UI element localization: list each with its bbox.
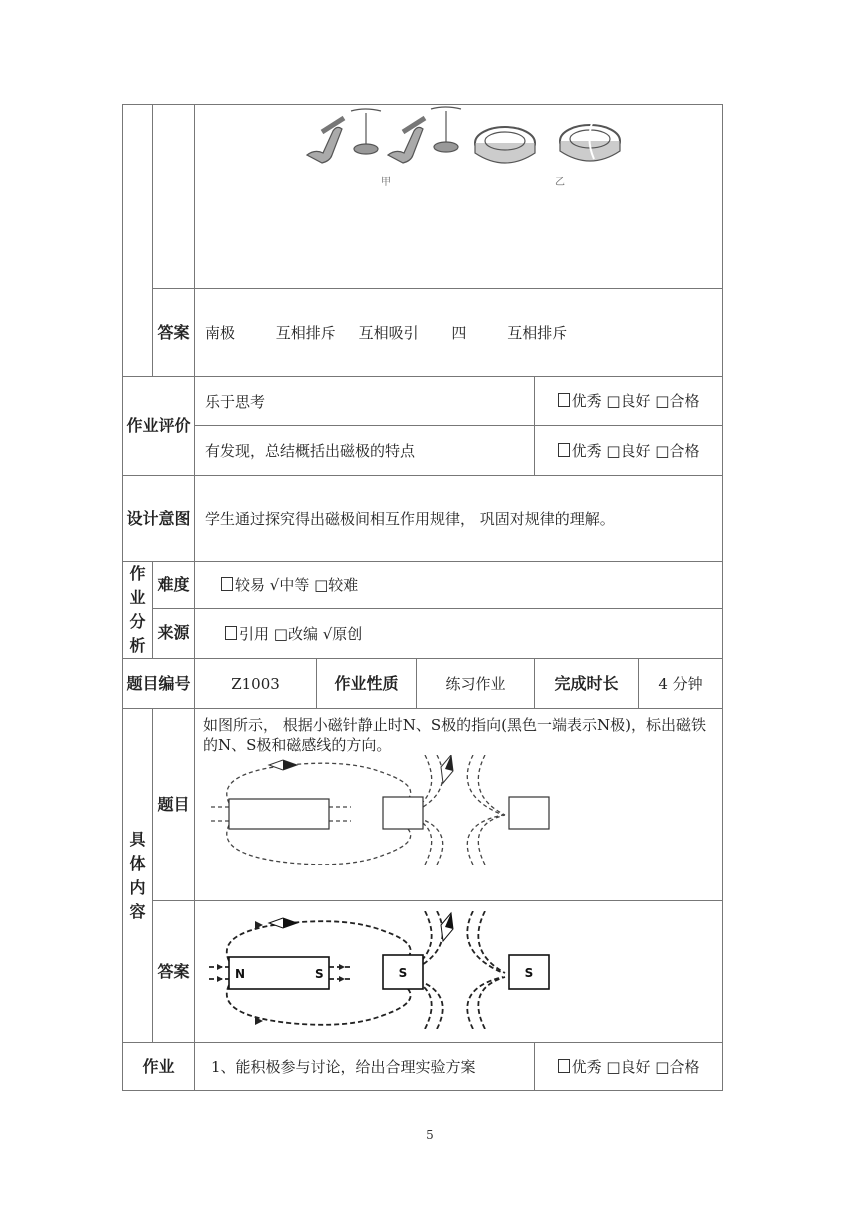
content-answer-cell — [195, 901, 723, 1043]
design-intent-text: 学生通过探究得出磁极间相互作用规律， 巩固对规律的理解。 — [195, 476, 723, 562]
checkbox-icon — [558, 443, 570, 457]
time-value: 4 分钟 — [639, 659, 723, 709]
pole-s-label: S — [524, 965, 534, 980]
pole-n-label: N — [235, 966, 246, 981]
difficulty-label: 难度 — [153, 562, 195, 609]
label-jia: 甲 — [381, 177, 391, 188]
difficulty-options — [195, 562, 723, 609]
magnet-right — [509, 797, 549, 829]
answer-1-cell — [195, 289, 723, 377]
rating-text: 优秀 □良好 □合格 — [571, 392, 700, 410]
evaluation-rating-1 — [535, 377, 723, 426]
section1-label-cell — [153, 105, 195, 289]
answer-3: 互相吸引 — [358, 324, 419, 342]
final-rating — [535, 1043, 723, 1091]
source-text: 引用 □改编 √原创 — [239, 624, 363, 643]
nature-value: 练习作业 — [417, 659, 535, 709]
rating-text: 优秀 □良好 □合格 — [571, 441, 700, 460]
homework-table — [122, 104, 723, 1091]
magnet-experiment-figure — [195, 105, 721, 215]
design-intent-label: 设计意图 — [123, 476, 195, 562]
nature-label: 作业性质 — [317, 659, 417, 709]
content-answer-label: 答案 — [153, 901, 195, 1043]
checkbox-icon — [225, 626, 237, 640]
answer-figure — [203, 911, 555, 1029]
source-options — [195, 608, 723, 658]
bar-magnet — [229, 799, 329, 829]
question-cell — [195, 709, 723, 901]
section1-side-cell — [123, 105, 153, 377]
question-label: 题目 — [153, 709, 195, 901]
pole-s-label: S — [315, 966, 324, 981]
checkbox-icon — [221, 577, 233, 591]
content-label: 具体内容 — [123, 709, 153, 1043]
question-id-label: 题目编号 — [123, 659, 195, 709]
final-text: 1、能积极参与讨论，给出合理实验方案 — [195, 1043, 535, 1091]
checkbox-icon — [558, 1059, 570, 1073]
question-text: 如图所示， 根据小磁针静止时N、S极的指向(黑色一端表示N极)，标出磁铁的N、S极和磁感线的方向。 — [203, 716, 707, 754]
experiment-figure-cell — [195, 105, 723, 289]
evaluation-rating-2 — [535, 426, 723, 476]
magnet-left — [383, 797, 423, 829]
label-yi: 乙 — [555, 177, 565, 188]
answer-4: 四 — [451, 324, 467, 342]
source-label: 来源 — [153, 608, 195, 658]
page-number: 5 — [426, 1128, 434, 1142]
analysis-label: 作业分析 — [123, 562, 153, 659]
answer-1: 南极 — [205, 324, 236, 342]
homework-label: 作业 — [123, 1043, 195, 1091]
checkbox-icon — [558, 393, 570, 407]
difficulty-text: 较易 √中等 □较难 — [235, 576, 359, 595]
evaluation-item-1: 乐于思考 — [195, 377, 535, 426]
answer-label: 答案 — [153, 289, 195, 377]
pole-s-label: S — [398, 965, 408, 980]
answer-2: 互相排斥 — [275, 324, 336, 342]
question-figure — [203, 755, 555, 865]
evaluation-label: 作业评价 — [123, 377, 195, 476]
answer-5: 互相排斥 — [507, 324, 568, 342]
time-label: 完成时长 — [535, 659, 639, 709]
rating-text: 优秀 □良好 □合格 — [571, 1057, 700, 1076]
question-id-value: Z1003 — [195, 659, 317, 709]
evaluation-item-2: 有发现，总结概括出磁极的特点 — [195, 426, 535, 476]
